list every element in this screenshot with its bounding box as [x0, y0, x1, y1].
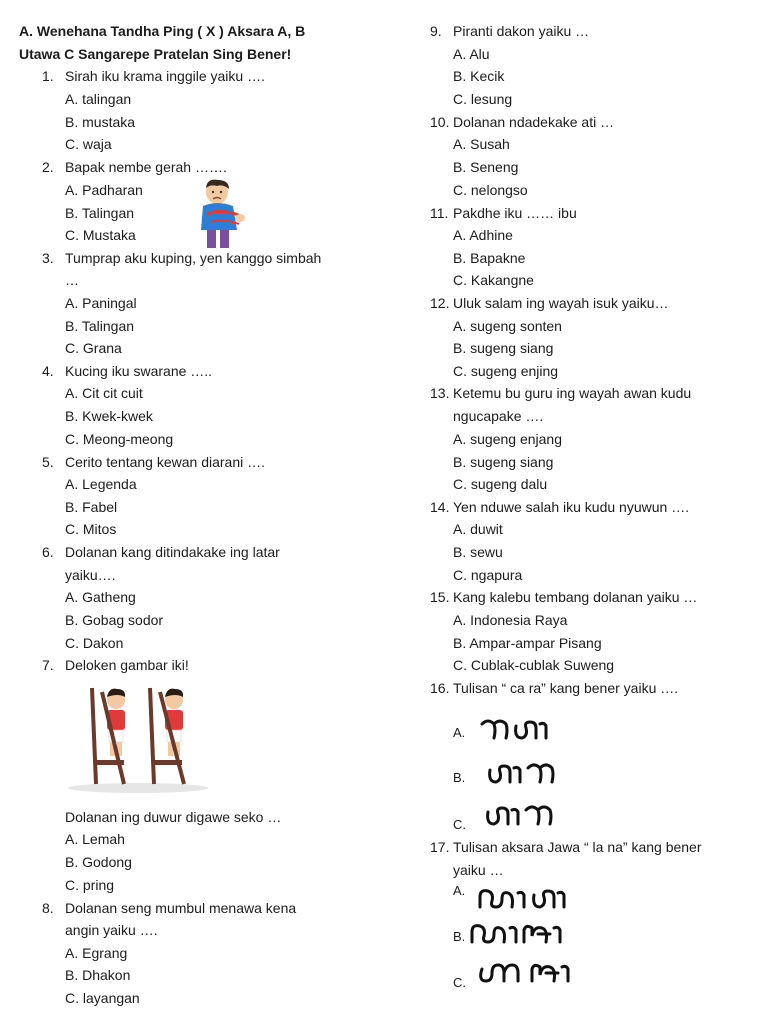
q8-option-a[interactable]: A. Egrang	[65, 945, 128, 961]
q17-text: Tulisan aksara Jawa “ la na” kang bener	[453, 839, 702, 855]
q14-option-a[interactable]: A. duwit	[453, 521, 503, 537]
q12-option-c[interactable]: C. sugeng enjing	[453, 363, 559, 379]
q16-option-c-label[interactable]: C.	[453, 817, 466, 832]
q7-option-a[interactable]: A. Lemah	[65, 831, 125, 847]
q15-text: Kang kalebu tembang dolanan yaiku …	[453, 589, 698, 605]
q1-option-a[interactable]: A. talingan	[65, 91, 132, 107]
q7-number: 7.	[42, 657, 54, 673]
q14-option-b[interactable]: B. sewu	[453, 544, 503, 560]
section-heading-line1: A. Wenehana Tandha Ping ( X ) Aksara A, B	[19, 23, 306, 39]
q13-text-cont: ngucapake ….	[453, 408, 544, 424]
q7-option-c[interactable]: C. pring	[65, 877, 115, 893]
q2-number: 2.	[42, 159, 54, 175]
q3-number: 3.	[42, 250, 54, 266]
q4-option-c[interactable]: C. Meong-meong	[65, 431, 174, 447]
q16-option-c-script-icon	[484, 802, 556, 828]
q4-option-a[interactable]: A. Cit cit cuit	[65, 385, 143, 401]
q13-option-b[interactable]: B. sugeng siang	[453, 454, 554, 470]
q13-option-c[interactable]: C. sugeng dalu	[453, 476, 548, 492]
q3-text: Tumprap aku kuping, yen kanggo simbah	[65, 250, 322, 266]
q5-option-a[interactable]: A. Legenda	[65, 476, 137, 492]
sick-man-icon	[193, 178, 248, 250]
q16-option-a-label[interactable]: A.	[453, 725, 466, 740]
q9-option-c[interactable]: C. lesung	[453, 91, 513, 107]
q13-number: 13.	[430, 385, 450, 401]
q11-option-a[interactable]: A. Adhine	[453, 227, 513, 243]
q5-option-c[interactable]: C. Mitos	[65, 521, 117, 537]
q1-number: 1.	[42, 68, 54, 84]
q17-option-a-script-icon	[476, 885, 572, 913]
q17-option-a-label[interactable]: A.	[453, 883, 466, 898]
q17-option-c-script-icon	[476, 959, 576, 987]
q12-option-b[interactable]: B. sugeng siang	[453, 340, 554, 356]
q8-text: Dolanan seng mumbul menawa kena	[65, 900, 297, 916]
q8-option-b[interactable]: B. Dhakon	[65, 967, 131, 983]
q9-text: Piranti dakon yaiku …	[453, 23, 590, 39]
q8-text-cont: angin yaiku ….	[65, 922, 158, 938]
q7-option-b[interactable]: B. Godong	[65, 854, 132, 870]
q10-option-b[interactable]: B. Seneng	[453, 159, 519, 175]
q7-text-cont: Dolanan ing duwur digawe seko …	[65, 809, 282, 825]
q6-text-cont: yaiku….	[65, 567, 116, 583]
q17-option-b-script-icon	[468, 920, 568, 948]
q16-option-b-label[interactable]: B.	[453, 770, 466, 785]
q4-text: Kucing iku swarane …..	[65, 363, 213, 379]
q3-option-c[interactable]: C. Grana	[65, 340, 122, 356]
q2-option-c[interactable]: C. Mustaka	[65, 227, 136, 243]
q14-text: Yen nduwe salah iku kudu nyuwun ….	[453, 499, 690, 515]
q5-text: Cerito tentang kewan diarani ….	[65, 454, 265, 470]
q15-number: 15.	[430, 589, 450, 605]
q17-text-cont: yaiku …	[453, 862, 504, 878]
q16-option-b-script-icon	[486, 760, 558, 786]
q6-text: Dolanan kang ditindakake ing latar	[65, 544, 280, 560]
q2-text: Bapak nembe gerah …….	[65, 159, 227, 175]
q10-text: Dolanan ndadekake ati …	[453, 114, 615, 130]
q5-option-b[interactable]: B. Fabel	[65, 499, 118, 515]
q6-option-b[interactable]: B. Gobag sodor	[65, 612, 164, 628]
q4-option-b[interactable]: B. Kwek-kwek	[65, 408, 153, 424]
q17-option-c-label[interactable]: C.	[453, 975, 466, 990]
section-heading-line2: Utawa C Sangarepe Pratelan Sing Bener!	[19, 46, 292, 62]
q5-number: 5.	[42, 454, 54, 470]
q14-number: 14.	[430, 499, 450, 515]
q9-option-b[interactable]: B. Kecik	[453, 68, 505, 84]
q15-option-b[interactable]: B. Ampar-ampar Pisang	[453, 635, 602, 651]
q12-text: Uluk salam ing wayah isuk yaiku…	[453, 295, 669, 311]
stilts-icon	[66, 684, 208, 794]
q8-number: 8.	[42, 900, 54, 916]
q1-option-b[interactable]: B. mustaka	[65, 114, 136, 130]
q2-option-b[interactable]: B. Talingan	[65, 205, 135, 221]
q6-option-c[interactable]: C. Dakon	[65, 635, 124, 651]
q16-number: 16.	[430, 680, 450, 696]
q16-text: Tulisan “ ca ra” kang bener yaiku ….	[453, 680, 679, 696]
q12-option-a[interactable]: A. sugeng sonten	[453, 318, 562, 334]
q11-option-c[interactable]: C. Kakangne	[453, 272, 534, 288]
q14-option-c[interactable]: C. ngapura	[453, 567, 523, 583]
q1-text: Sirah iku krama inggile yaiku ….	[65, 68, 265, 84]
q9-option-a[interactable]: A. Alu	[453, 46, 490, 62]
q13-option-a[interactable]: A. sugeng enjang	[453, 431, 562, 447]
q17-number: 17.	[430, 839, 450, 855]
q16-option-a-script-icon	[478, 716, 550, 744]
q15-option-a[interactable]: A. Indonesia Raya	[453, 612, 568, 628]
q4-number: 4.	[42, 363, 54, 379]
q3-text-cont: …	[65, 272, 79, 288]
q1-option-c[interactable]: C. waja	[65, 136, 112, 152]
q10-number: 10.	[430, 114, 450, 130]
q9-number: 9.	[430, 23, 442, 39]
q8-option-c[interactable]: C. layangan	[65, 990, 140, 1006]
q11-number: 11.	[430, 205, 449, 221]
q12-number: 12.	[430, 295, 450, 311]
q15-option-c[interactable]: C. Cublak-cublak Suweng	[453, 657, 615, 673]
q6-option-a[interactable]: A. Gatheng	[65, 589, 136, 605]
q11-option-b[interactable]: B. Bapakne	[453, 250, 526, 266]
q11-text: Pakdhe iku …… ibu	[453, 205, 577, 221]
q10-option-c[interactable]: C. nelongso	[453, 182, 528, 198]
q3-option-a[interactable]: A. Paningal	[65, 295, 137, 311]
q2-option-a[interactable]: A. Padharan	[65, 182, 143, 198]
q3-option-b[interactable]: B. Talingan	[65, 318, 135, 334]
q13-text: Ketemu bu guru ing wayah awan kudu	[453, 385, 692, 401]
q7-text: Deloken gambar iki!	[65, 657, 189, 673]
q6-number: 6.	[42, 544, 54, 560]
q17-option-b-label[interactable]: B.	[453, 929, 466, 944]
q10-option-a[interactable]: A. Susah	[453, 136, 510, 152]
